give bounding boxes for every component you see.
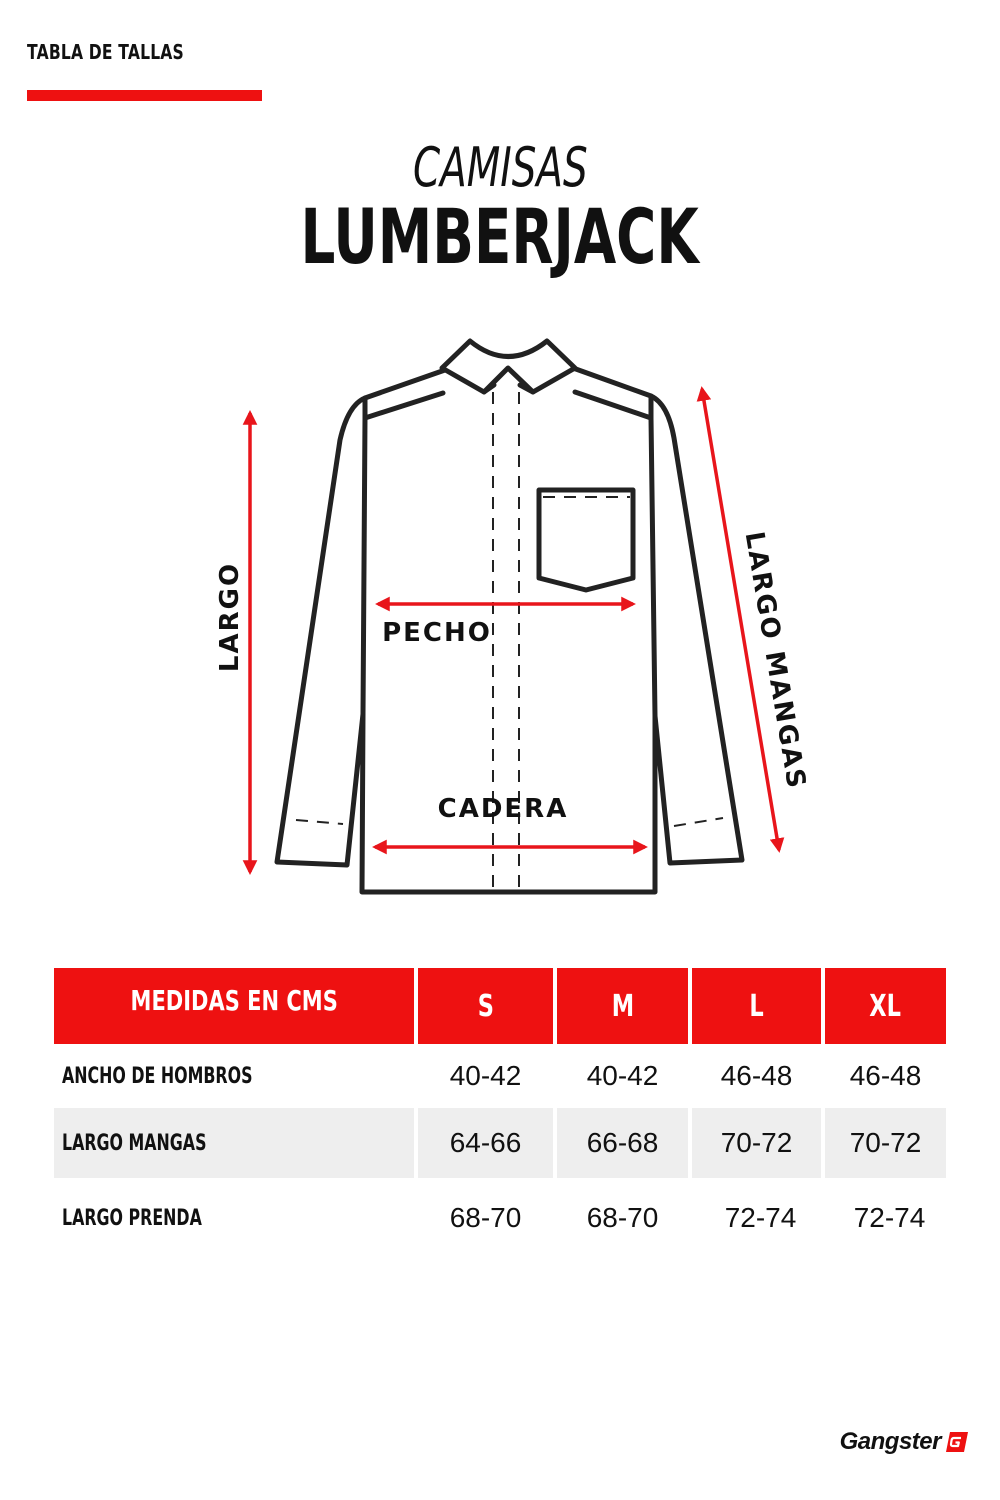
value-cell: 40-42 — [449, 1060, 522, 1091]
size-header-m: M — [557, 968, 688, 1044]
table-row — [54, 1184, 946, 1252]
measurements-header-cell: MEDIDAS EN CMS — [54, 968, 414, 1044]
header-accent-bar — [27, 90, 262, 101]
page-header-label: TABLA DE TALLAS — [27, 40, 184, 64]
size-chart-table — [54, 968, 946, 1233]
value-cell: 70-72 — [692, 1108, 821, 1178]
row-label-ancho-hombros: ANCHO DE HOMBROS — [62, 1063, 253, 1089]
value-cell: 68-70 — [449, 1202, 522, 1233]
product-category-title: CAMISAS — [412, 136, 588, 199]
cadera-label: CADERA — [437, 794, 569, 824]
table-row — [54, 1108, 946, 1178]
value-cell: 66-68 — [557, 1108, 688, 1178]
value-cell: 46-48 — [849, 1060, 922, 1091]
largo-label: LARGO — [215, 561, 245, 673]
product-name-title: LUMBERJACK — [300, 192, 700, 281]
value-cell: 70-72 — [825, 1108, 946, 1178]
brand-name: Gangster — [839, 1428, 941, 1455]
value-cell: 72-74 — [853, 1202, 926, 1233]
table-row — [54, 1044, 946, 1108]
gangster-g-logo-icon — [944, 1429, 970, 1455]
size-header-l: L — [692, 968, 821, 1044]
shirt-measurement-diagram — [0, 300, 1000, 920]
value-cell: 46-48 — [720, 1060, 793, 1091]
value-cell: 40-42 — [586, 1060, 659, 1091]
row-label-largo-mangas: LARGO MANGAS — [54, 1108, 414, 1178]
size-header-xl: XL — [825, 968, 946, 1044]
value-cell: 64-66 — [418, 1108, 553, 1178]
value-cell: 68-70 — [586, 1202, 659, 1233]
brand-logo — [840, 1428, 970, 1456]
row-label-largo-prenda: LARGO PRENDA — [62, 1205, 202, 1231]
table-header-row — [54, 968, 946, 1038]
largo-mangas-label: LARGO MANGAS — [738, 529, 812, 792]
pecho-label: PECHO — [382, 618, 492, 648]
value-cell: 72-74 — [724, 1202, 797, 1233]
size-header-s: S — [418, 968, 553, 1044]
